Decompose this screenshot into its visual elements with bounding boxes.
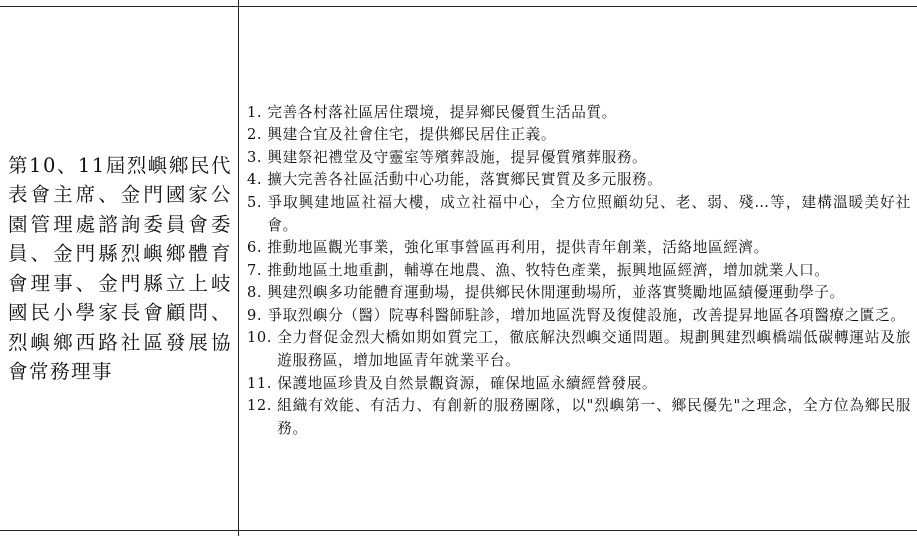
experience-cell — [0, 7, 239, 531]
policy-item — [247, 282, 911, 305]
policy-item — [247, 147, 911, 170]
table-row-bottom — [0, 531, 917, 536]
policy-item-number: 9. — [247, 306, 268, 324]
policy-item — [247, 237, 911, 260]
policy-item-number: 6. — [247, 239, 268, 257]
policy-item-text: 擴大完善各社區活動中心功能，落實鄉民實質及多元服務。 — [267, 171, 663, 189]
policy-item — [247, 124, 911, 147]
policy-item-text: 全力督促金烈大橋如期如質完工，徹底解決烈嶼交通問題。規劃興建烈嶼橋端低碳轉運站及旅遊服務區，增加地區青年就業平台。 — [277, 329, 911, 370]
policy-item-text: 興建祭祀禮堂及守靈室等殯葬設施，提昇優質殯葬服務。 — [267, 148, 648, 166]
policy-item — [247, 169, 911, 192]
policy-item-number: 8. — [247, 284, 268, 302]
policy-item-text: 興建烈嶼多功能體育運動場，提供鄉民休閒運動場所，並落實獎勵地區績優運動學子。 — [267, 284, 845, 302]
policy-item-number: 1. — [247, 103, 268, 121]
policy-item-number: 7. — [247, 261, 268, 279]
policy-item-text: 爭取烈嶼分（醫）院專科醫師駐診，增加地區洗腎及復健設施，改善提昇地區各項醫療之匱乏。 — [267, 306, 906, 324]
policy-item-text: 保護地區珍貴及自然景觀資源，確保地區永續經營發展。 — [277, 374, 658, 392]
policy-item-number: 3. — [247, 148, 268, 166]
policy-cell — [239, 7, 917, 531]
policy-item — [247, 305, 911, 328]
policy-item-number: 2. — [247, 126, 268, 144]
policy-item — [247, 395, 911, 440]
table-cell — [0, 531, 239, 536]
policy-item-number: 12. — [247, 397, 278, 415]
policy-item-number: 4. — [247, 171, 268, 189]
policy-item — [247, 102, 911, 125]
experience-text: 第10、11屆烈嶼鄉民代表會主席、金門國家公園管理處諮詢委員會委員、金門縣烈嶼鄉體育會理事、金門縣立上岐國民小學家長會顧問、烈嶼鄉西路社區發展協會常務理事 — [8, 153, 232, 383]
policy-item-text: 完善各村落社區居住環境，提昇鄉民優質生活品質。 — [267, 103, 617, 121]
policy-item-text: 爭取興建地區社福大樓，成立社福中心，全方位照顧幼兒、老、弱、殘…等，建構溫暖美好社會。 — [267, 193, 911, 234]
policy-item — [247, 260, 911, 283]
policy-item-number: 10. — [247, 329, 278, 347]
policy-item — [247, 327, 911, 372]
policy-item-number: 11. — [247, 374, 278, 392]
policy-item-text: 興建合宜及社會住宅，提供鄉民居住正義。 — [267, 126, 557, 144]
policy-item — [247, 192, 911, 237]
policy-item-text: 組織有效能、有活力、有創新的服務團隊，以"烈嶼第一、鄉民優先"之理念，全方位為鄉民服務。 — [277, 397, 911, 437]
policy-list — [239, 97, 917, 441]
table-cell — [239, 531, 917, 536]
policy-item-text: 推動地區土地重劃，輔導在地農、漁、牧特色產業，振興地區經濟，增加就業人口。 — [267, 261, 830, 279]
policy-item-text: 推動地區觀光事業，強化軍事營區再利用，提供青年創業，活絡地區經濟。 — [267, 239, 769, 257]
policy-item — [247, 373, 911, 396]
table-row-main — [0, 7, 917, 531]
policy-item-number: 5. — [247, 193, 268, 211]
